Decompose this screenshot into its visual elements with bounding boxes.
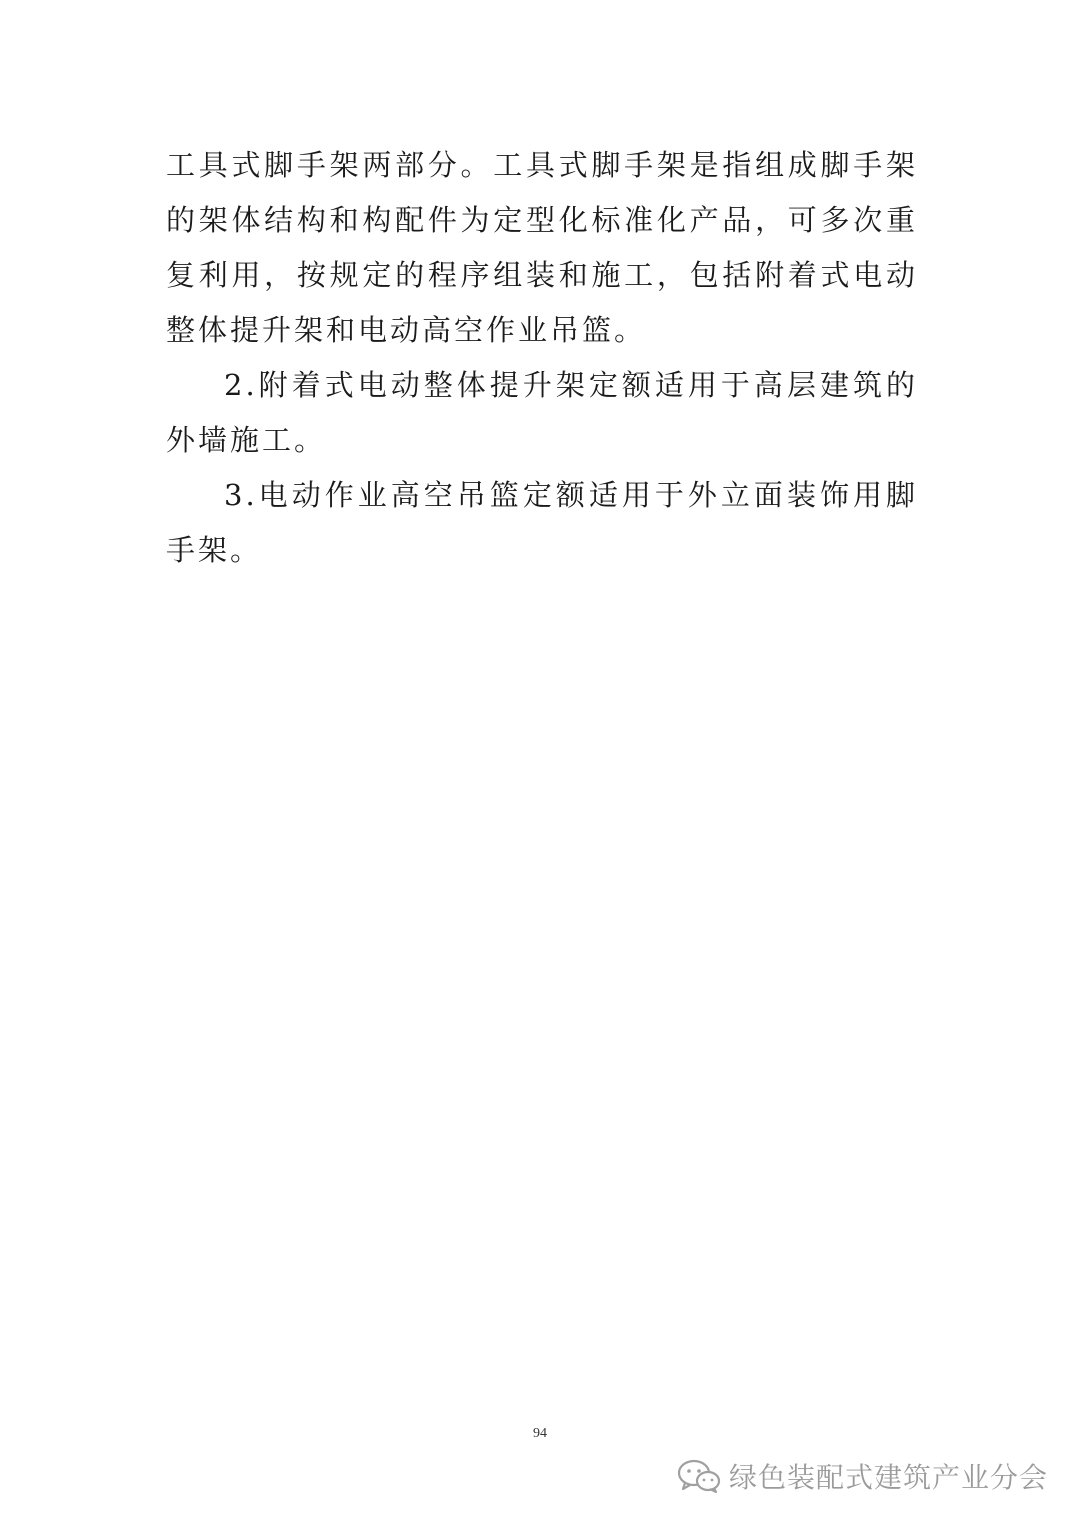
watermark-text: 绿色装配式建筑产业分会 [728,1461,1048,1494]
paragraph-continuation: 工具式脚手架两部分。工具式脚手架是指组成脚手架的架体结构和构配件为定型化标准化产品，可多次重复利用，按规定的程序组装和施工，包括附着式电动整体提升架和电动高空作业吊篮。 [166,148,918,347]
body-text [166,138,918,578]
page-number: 94 [533,1426,547,1441]
watermark [677,1456,1048,1496]
paragraph-item-3: 3.电动作业高空吊篮定额适用于外立面装饰用脚手架。 [166,478,918,567]
wechat-icon [677,1458,721,1494]
paragraph-item-2: 2.附着式电动整体提升架定额适用于高层建筑的外墙施工。 [166,368,918,457]
